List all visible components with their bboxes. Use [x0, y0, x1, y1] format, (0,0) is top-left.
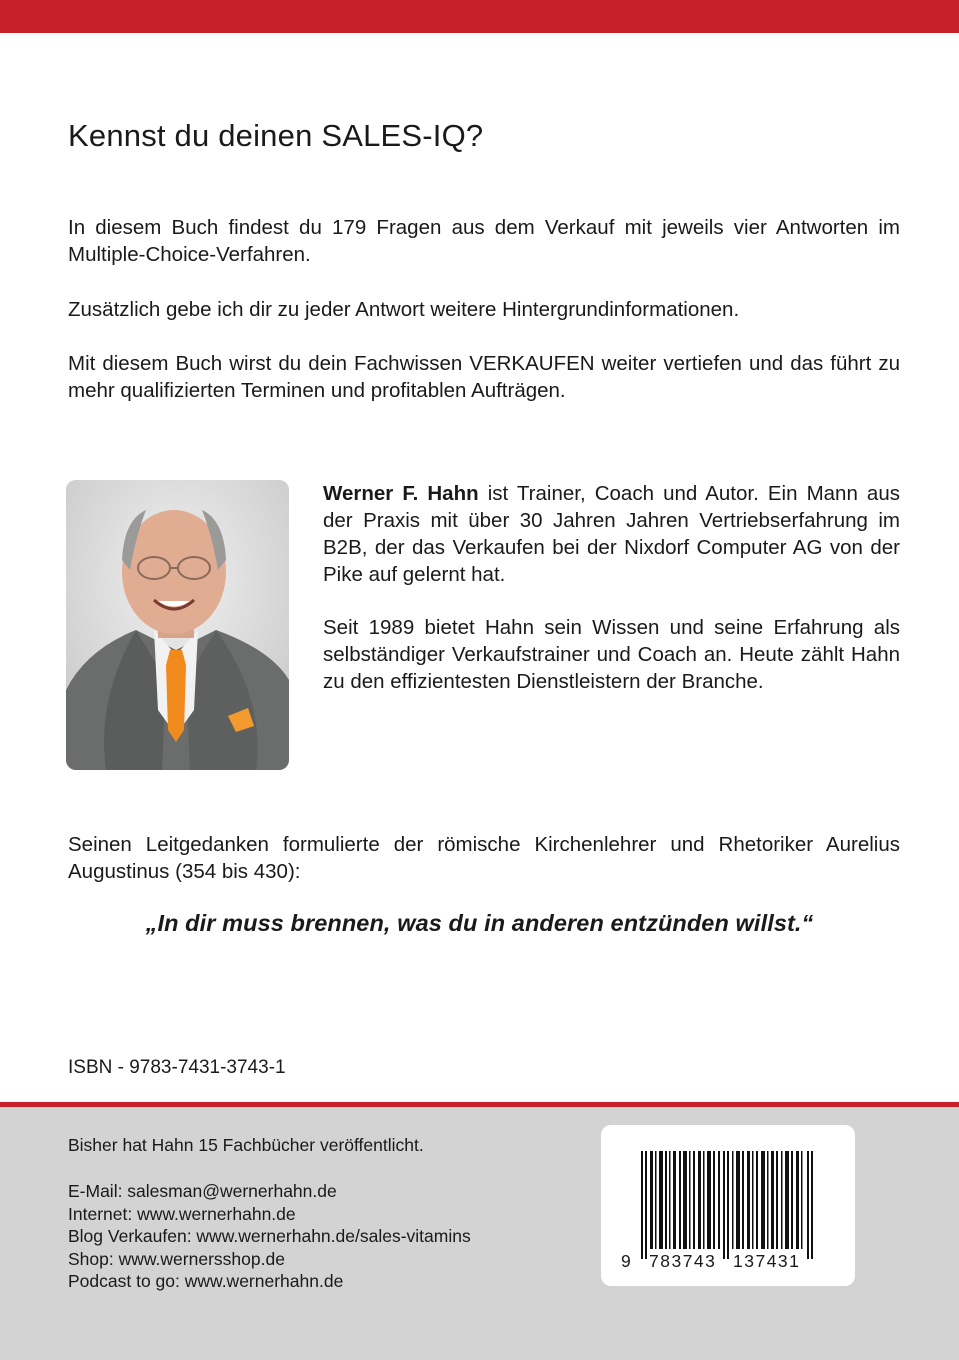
intro-paragraph-2: Zusätzlich gebe ich dir zu jeder Antwort weitere Hintergrundinformationen. [68, 298, 740, 321]
author-photo [66, 480, 289, 770]
isbn-text: ISBN - 9783-7431-3743-1 [68, 1057, 286, 1078]
barcode-digits-left: 783743 [649, 1251, 717, 1271]
intro-paragraph-3: Mit diesem Buch wirst du dein Fachwissen VERKAUFEN weiter vertiefen und das führt zu mehr qualifizierten Terminen und profitablen Aufträgen. [68, 352, 900, 402]
author-bio-1 [323, 480, 900, 588]
contact-shop: Shop: www.wernersshop.de [68, 1248, 285, 1269]
top-accent-bar [0, 0, 959, 33]
footer-accent-line [0, 1102, 959, 1107]
quote: „In dir muss brennen, was du in anderen entzünden willst.“ [145, 910, 814, 936]
barcode-digits-right: 137431 [733, 1251, 801, 1271]
contact-podcast: Podcast to go: www.wernerhahn.de [68, 1271, 344, 1291]
barcode-digit-first: 9 [621, 1251, 631, 1271]
author-bio-1-text: ist Trainer, Coach und Autor. Ein Mann aus der Praxis mit über 30 Jahren Jahren Vertriebserfahrung im B2B, der das Verkaufen bei der Nixdorf Computer AG von der Pike auf gelernt hat. [323, 482, 900, 586]
contact-email: E-Mail: salesman@wernerhahn.de [68, 1181, 337, 1201]
barcode-icon [641, 1151, 815, 1259]
intro-paragraph-1: In diesem Buch findest du 179 Fragen aus dem Verkauf mit jeweils vier Antworten im Multiple-Choice-Verfahren. [68, 216, 900, 266]
quote-intro: Seinen Leitgedanken formulierte der römische Kirchenlehrer und Rhetoriker Aurelius Augustinus (354 bis 430): [68, 833, 900, 883]
author-bio-2: Seit 1989 bietet Hahn sein Wissen und seine Erfahrung als selbständiger Verkaufstrainer und Coach an. Heute zählt Hahn zu den effizientesten Dienstleistern der Branche. [323, 616, 900, 693]
author-name: Werner F. Hahn [323, 482, 479, 505]
contact-list [68, 1180, 471, 1293]
books-count-text: Bisher hat Hahn 15 Fachbücher veröffentlicht. [68, 1135, 424, 1155]
contact-internet: Internet: www.wernerhahn.de [68, 1203, 296, 1224]
page-title: Kennst du deinen SALES-IQ? [68, 118, 484, 153]
contact-blog: Blog Verkaufen: www.wernerhahn.de/sales-vitamins [68, 1226, 471, 1246]
barcode-box [601, 1125, 855, 1286]
